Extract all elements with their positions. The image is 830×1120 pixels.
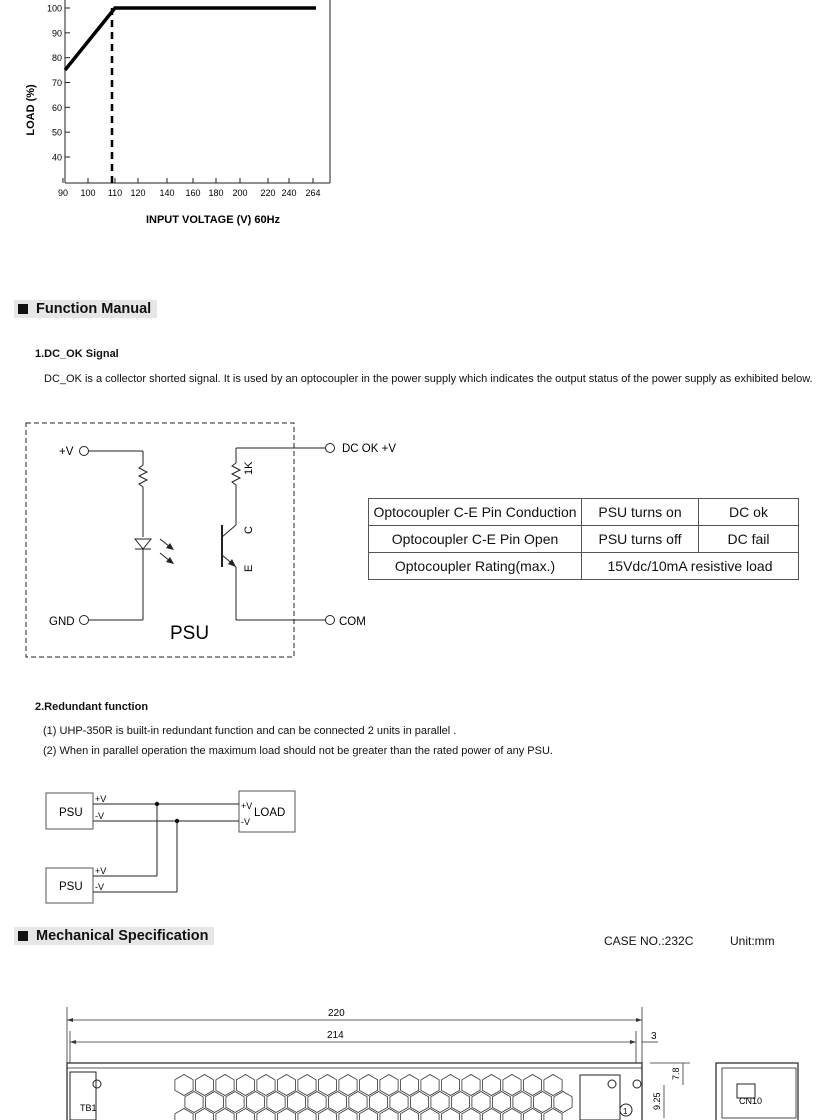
dim-edge: 3 [651,1031,657,1042]
chart-ytick-label: 80 [51,53,62,64]
section-bullet-icon [18,304,28,314]
chart-xtick-label: 160 [185,188,201,198]
load-label: LOAD [254,807,286,819]
chart-xtick-label: 140 [159,188,175,198]
psu-1-label: PSU [59,807,83,819]
table-row [369,499,799,526]
chart-xtick-label: 264 [305,188,321,198]
psu-2-plus-v: +V [95,866,107,876]
chart-xtick-label: 200 [232,188,248,198]
mechanical-drawing [0,1000,830,1120]
table-cell: 15Vdc/10mA resistive load [582,553,799,580]
collector-label: C [243,526,255,534]
table-cell: PSU turns on [582,499,699,526]
section-bullet-icon [18,931,28,941]
redundant-heading: 2.Redundant function [35,701,149,713]
tb1-label: TB1 [80,1103,97,1113]
dim-h2: 9.25 [652,1092,662,1110]
com-label: COM [339,616,366,628]
dc-ok-circuit-diagram [0,415,420,665]
chart-ytick-label: 90 [51,28,62,39]
chart-xtick-label: 110 [107,188,123,198]
gnd-label: GND [49,616,75,628]
dim-h1: 7.8 [671,1067,681,1080]
psu-1-minus-v: -V [95,811,104,821]
load-minus-v: -V [241,817,250,827]
redundant-line-2: (2) When in parallel operation the maximum load should not be greater than the rated power of any PSU. [43,745,553,757]
psu-label: PSU [170,623,210,644]
emitter-label: E [243,564,255,572]
chart-series-line [65,8,316,70]
table-cell: DC fail [699,526,799,553]
chart-xlabel: INPUT VOLTAGE (V) 60Hz [145,214,281,226]
chart-xtick-label: 220 [260,188,276,198]
chart-ylabel: LOAD (%) [25,84,37,136]
table-cell: DC ok [699,499,799,526]
chart-ytick-label: 50 [51,127,62,138]
dim-inner: 214 [327,1030,344,1041]
psu-1-plus-v: +V [95,794,107,804]
chart-xtick-label: 180 [208,188,224,198]
function-manual-title: Function Manual [14,300,157,318]
redundant-line-1: (1) UHP-350R is built-in redundant function and can be connected 2 units in parallel . [43,725,457,737]
plus-v-label: +V [59,446,74,458]
table-row [369,553,799,580]
table-row [369,526,799,553]
psu-2-minus-v: -V [95,882,104,892]
psu-2-label: PSU [59,881,83,893]
dc-ok-description: DC_OK is a collector shorted signal. It is used by an optocoupler in the power supply which indicates the output status of the power supply as exhibited below. [44,373,813,385]
chart-xtick-label: 120 [130,188,146,198]
dc-ok-v-label: DC OK +V [342,443,397,455]
chart-ytick-label: 40 [51,152,62,163]
chart-ytick-label: 100 [46,3,62,14]
unit-label: Unit:mm [730,934,775,948]
resistor-label: 1K [243,461,255,475]
chart-xtick-label: 100 [80,188,96,198]
mechanical-title: Mechanical Specification [14,927,214,945]
case-no: CASE NO.:232C [604,934,694,948]
pin-number: 1 [623,1107,628,1116]
cn10-label: CN10 [739,1096,763,1106]
redundant-diagram [0,785,330,910]
dim-total: 220 [328,1008,345,1019]
load-plus-v: +V [241,801,253,811]
dc-ok-heading: 1.DC_OK Signal [35,348,119,360]
chart-ytick-label: 60 [51,102,62,113]
chart-ytick-label: 70 [51,78,62,88]
table-cell: PSU turns off [582,526,699,553]
chart-xtick-label: 90 [57,188,69,198]
chart-axes [65,0,330,183]
table-cell: Optocoupler Rating(max.) [369,553,582,580]
table-cell: Optocoupler C-E Pin Open [369,526,582,553]
table-cell: Optocoupler C-E Pin Conduction [369,499,582,526]
dc-ok-table [368,498,799,580]
derating-chart [0,0,830,240]
chart-xtick-label: 240 [281,188,297,198]
